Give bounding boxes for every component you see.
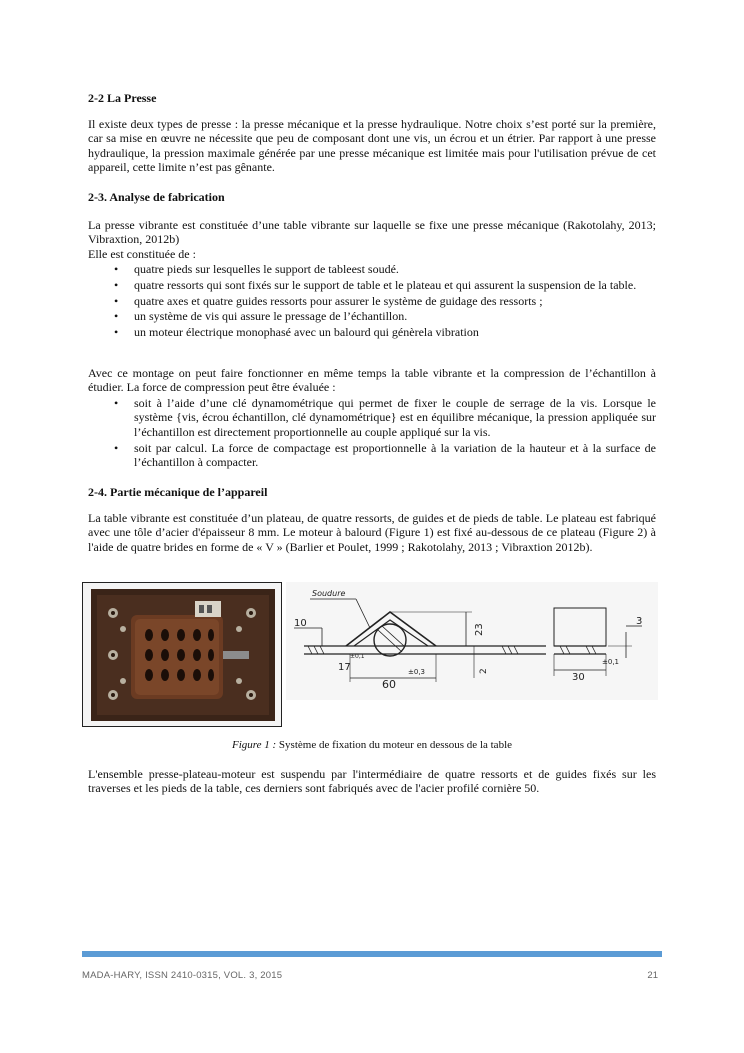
footer-journal: MADA-HARY, ISSN 2410-0315, VOL. 3, 2015 [82, 970, 283, 981]
figure-label: Figure 1 : [231, 739, 277, 751]
label-tol-17: ±0,1 [350, 653, 365, 660]
list-force-evaluation [88, 396, 656, 471]
figure-caption-text: Système de fixation du moteur en dessous de la table [276, 739, 513, 751]
list-components [88, 262, 656, 341]
footer-bar [82, 951, 662, 957]
list-item: • quatre ressorts qui sont fixés sur le support de table et le plateau et qui assurent la suspension de la table. [114, 277, 637, 292]
page-number: 21 [647, 970, 658, 981]
label-dim-3: 3 [636, 616, 643, 627]
bracket-drawing [286, 582, 658, 700]
paragraph-partie-mecanique: La table vibrante est constituée d’un plateau, de quatre ressorts, de guides et de pieds de table. Le plateau est fabriqué avec une tôle d’acier d'épaisseur 8 mm. Le moteur à balourd (Figure 1) est fixé au-dessous de ce plateau (Figure 2) à l'aide de quatre brides en forme de « V » (Barlier et Poulet, 1999 ; Rakotolahy, 2013 ; Vibraxtion 2012b). [88, 511, 656, 554]
figure-caption [0, 739, 744, 752]
bracket-drawing-graphic [286, 582, 658, 700]
paragraph-presse: Il existe deux types de presse : la presse mécanique et la presse hydraulique. Notre choix s’est porté sur la première, car sa mise en œuvre ne nécessite que peu de composant dont une vis, un écrou et un étrier. Par rapport à une presse hydraulique, la pression maximale générée par une presse mécanique est limitée mais pour l'utilisation prévue de cet appareil, cette limite n’est pas gênante. [88, 117, 656, 175]
label-dim-23: 23 [474, 623, 485, 636]
paragraph-analyse-intro: La presse vibrante est constituée d’une table vibrante sur laquelle se fixe une presse mécanique (Rakotolahy, 2013; Vibraxtion, 2012b) [88, 218, 656, 247]
label-dim-30: 30 [572, 672, 585, 683]
list-item: • un système de vis qui assure le pressage de l’échantillon. [114, 309, 408, 324]
label-dim-17: 17 [338, 662, 351, 673]
list-item: • soit à l’aide d’une clé dynamométrique qui permet de fixer le couple de serrage de la vis. Lorsque le système {vis, écrou échantillon, clé dynamométrique} est en équilibre mécanique, la pression appliquée sur l’échantillon est directement proportionnelle au couple appliqué sur la vis. [114, 396, 656, 439]
section-heading-2-2: 2-2 La Presse [88, 91, 157, 105]
label-tol-60: ±0,3 [408, 668, 425, 676]
list-item: • soit par calcul. La force de compactage est proportionnelle à la variation de la hauteur et à la surface de l’échantillon à compacter. [114, 440, 656, 470]
section-heading-2-4: 2-4. Partie mécanique de l’appareil [88, 485, 268, 499]
motor-photo-graphic [83, 583, 282, 727]
label-tol-30: ±0,1 [602, 658, 619, 666]
list-item: • quatre axes et quatre guides ressorts pour assurer le système de guidage des ressorts ; [114, 293, 543, 308]
section-heading-2-3: 2-3. Analyse de fabrication [88, 190, 225, 204]
label-dim-60: 60 [382, 678, 396, 691]
label-soudure: Soudure [312, 589, 346, 598]
label-dim-10: 10 [294, 618, 307, 629]
paragraph-analyse-intro2: Elle est constituée de : [88, 247, 196, 261]
list-item: • quatre pieds sur lesquelles le support de tableest soudé. [114, 262, 399, 276]
label-dim-2: 2 [479, 668, 489, 674]
paragraph-ensemble: L'ensemble presse-plateau-moteur est suspendu par l'intermédiaire de quatre ressorts et de guides fixés sur les traverses et les pieds de la table, ces derniers sont fabriqués avec de l'acier profilé cornière 50. [88, 767, 656, 796]
motor-photo [82, 582, 282, 727]
paragraph-montage: Avec ce montage on peut faire fonctionner en même temps la table vibrante et la compression de l’échantillon à étudier. La force de compression peut être évaluée : [88, 366, 656, 395]
list-item: • un moteur électrique monophasé avec un balourd qui génèrela vibration [114, 325, 479, 340]
